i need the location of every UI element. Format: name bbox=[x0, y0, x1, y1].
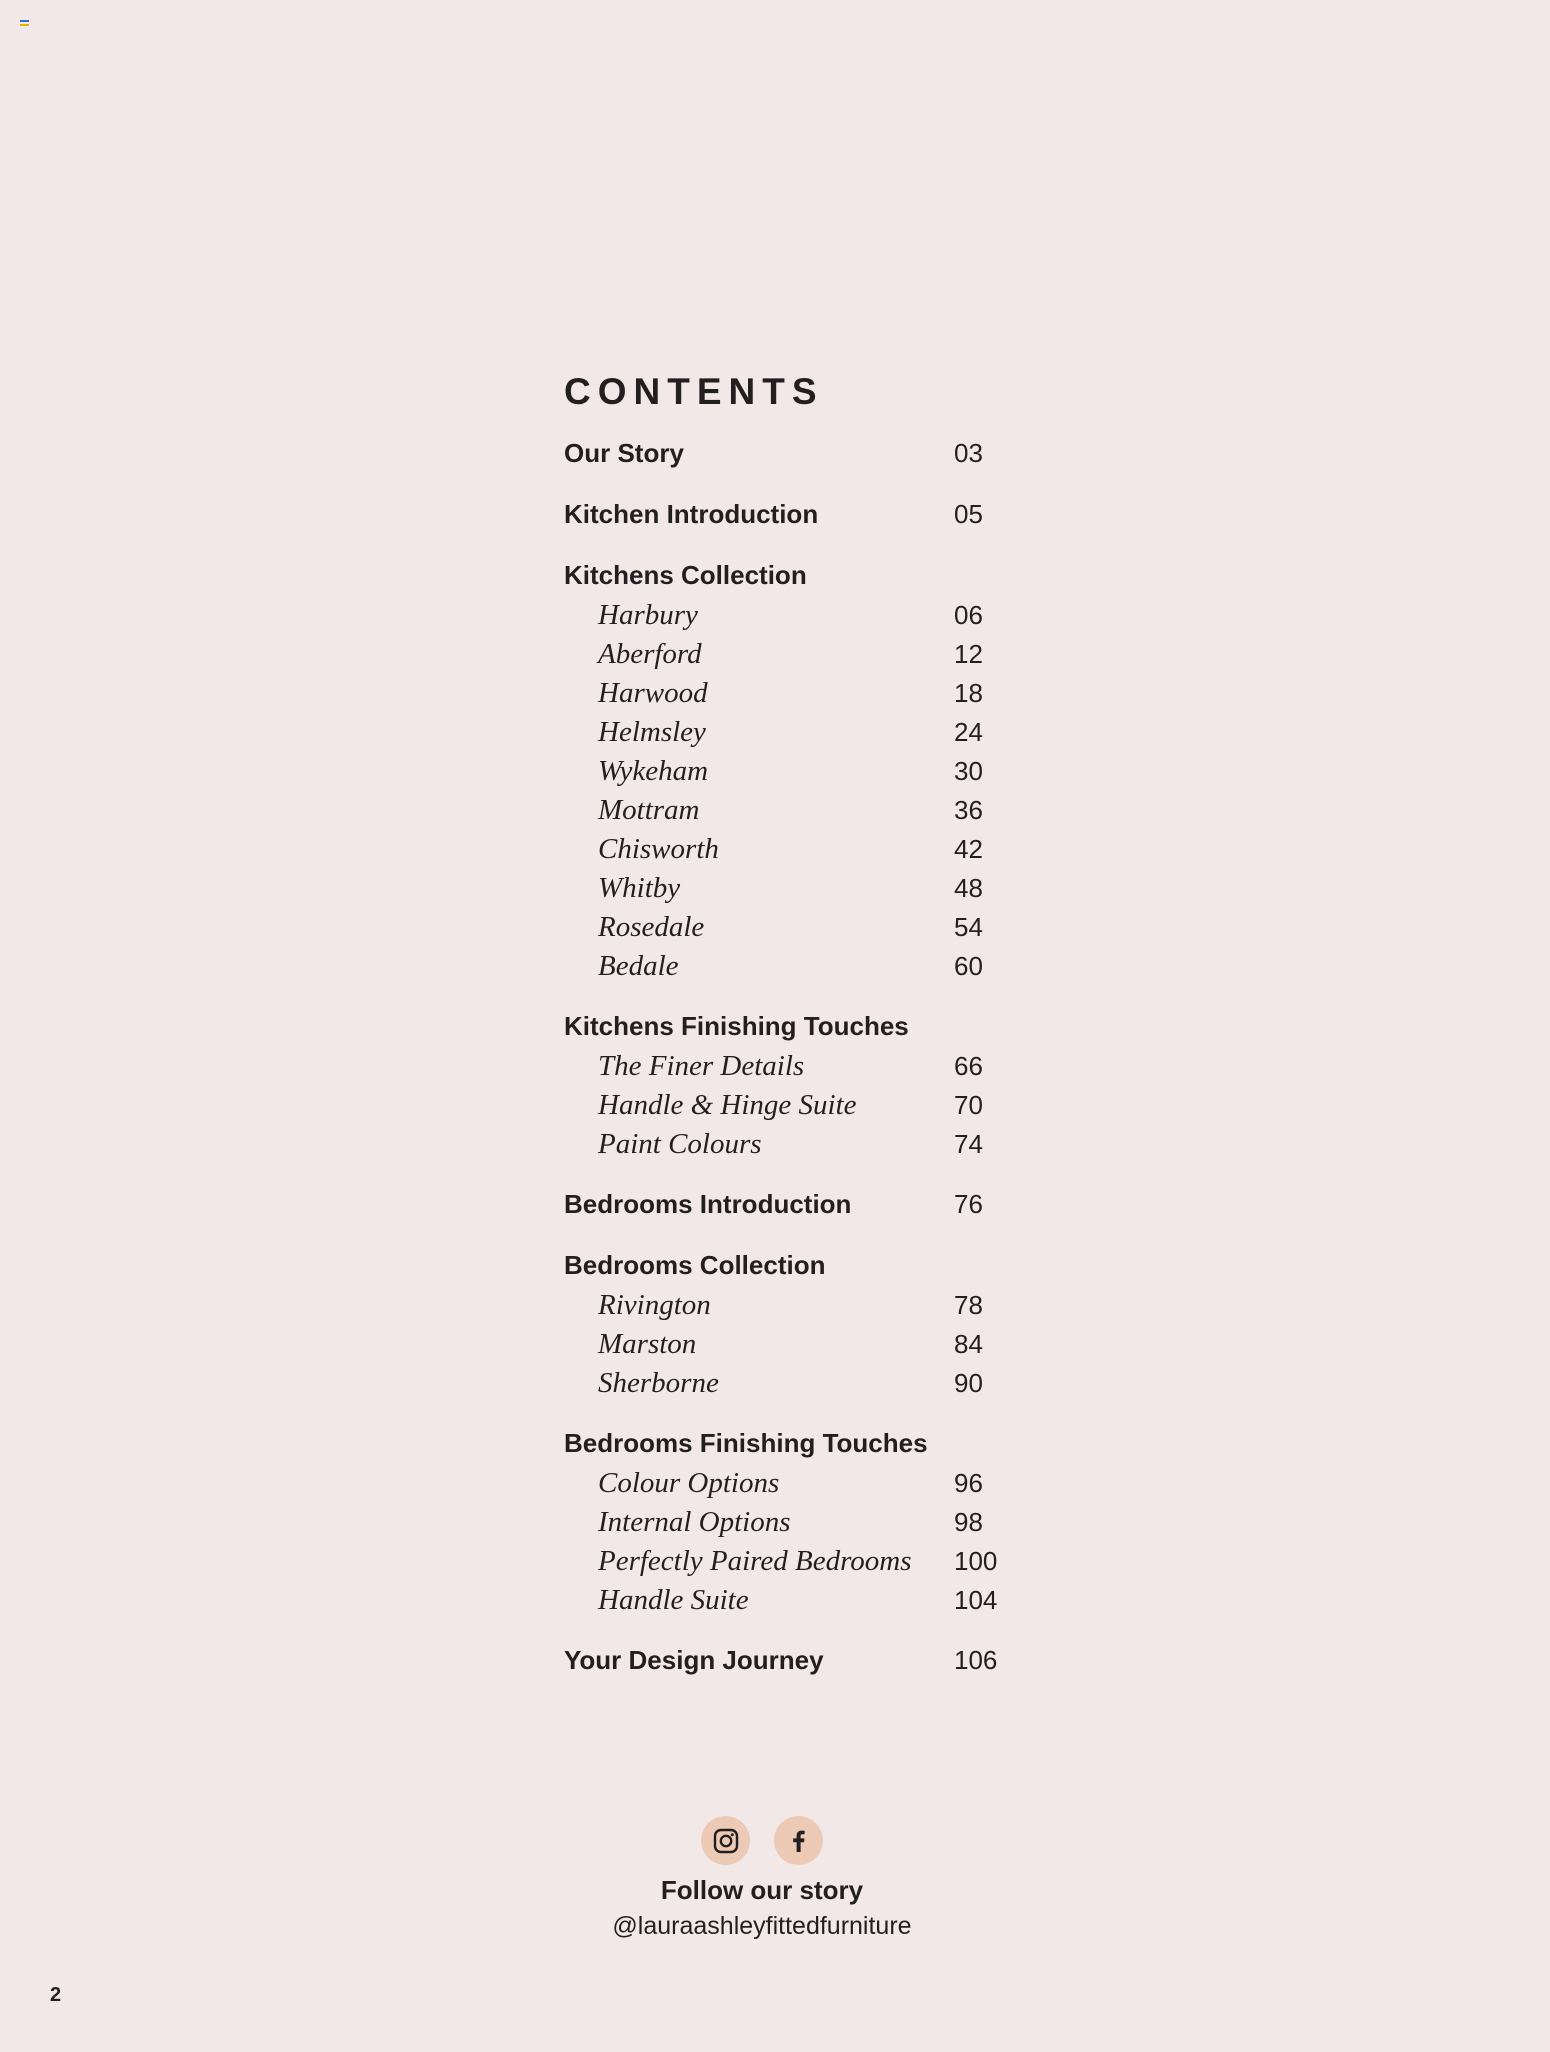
contents-item-page-number: 74 bbox=[954, 1129, 983, 1159]
contents-item-label: Handle Suite bbox=[598, 1584, 749, 1616]
contents-item-page-number: 30 bbox=[954, 756, 983, 786]
contents-item-row[interactable] bbox=[564, 911, 1024, 950]
contents-sections bbox=[564, 438, 1024, 1684]
contents-item-row[interactable] bbox=[564, 1584, 1024, 1623]
contents-item-page-number: 84 bbox=[954, 1329, 983, 1359]
contents-item-row[interactable] bbox=[564, 950, 1024, 989]
contents-item-row[interactable] bbox=[564, 1089, 1024, 1128]
contents-item-row[interactable] bbox=[564, 833, 1024, 872]
contents-item-row[interactable] bbox=[564, 1367, 1024, 1406]
contents-item-page-number: 54 bbox=[954, 912, 983, 942]
contents-item-row[interactable] bbox=[564, 1506, 1024, 1545]
contents-item-page-number: 70 bbox=[954, 1090, 983, 1120]
section-heading: Your Design Journey bbox=[564, 1645, 824, 1675]
contents-section bbox=[564, 1011, 1024, 1167]
section-heading: Kitchens Finishing Touches bbox=[564, 1011, 909, 1041]
contents-title: CONTENTS bbox=[564, 371, 824, 412]
contents-item-row[interactable] bbox=[564, 1328, 1024, 1367]
contents-item-label: Marston bbox=[598, 1328, 697, 1360]
section-heading: Kitchen Introduction bbox=[564, 499, 819, 529]
contents-list bbox=[564, 368, 1024, 1706]
section-heading: Bedrooms Collection bbox=[564, 1250, 826, 1280]
social-handle[interactable]: @lauraashleyfittedfurniture bbox=[612, 1912, 912, 1940]
contents-section bbox=[564, 1428, 1024, 1623]
contents-item-page-number: 66 bbox=[954, 1051, 983, 1081]
contents-item-page-number: 36 bbox=[954, 795, 983, 825]
contents-item-label: Rivington bbox=[598, 1289, 711, 1321]
corner-mark-top bbox=[20, 20, 29, 22]
contents-item-row[interactable] bbox=[564, 599, 1024, 638]
contents-item-page-number: 90 bbox=[954, 1368, 983, 1398]
contents-item-row[interactable] bbox=[564, 1467, 1024, 1506]
contents-item-page-number: 12 bbox=[954, 639, 983, 669]
contents-item-label: Harbury bbox=[598, 599, 698, 631]
contents-item-page-number: 78 bbox=[954, 1290, 983, 1320]
follow-title: Follow our story bbox=[660, 1875, 864, 1905]
contents-item-label: Harwood bbox=[598, 677, 708, 709]
contents-item-label: Colour Options bbox=[598, 1467, 780, 1499]
contents-item-row[interactable] bbox=[564, 638, 1024, 677]
contents-item-page-number: 100 bbox=[954, 1546, 998, 1576]
contents-item-label: Paint Colours bbox=[598, 1128, 762, 1160]
contents-item-row[interactable] bbox=[564, 716, 1024, 755]
section-heading: Bedrooms Introduction bbox=[564, 1189, 852, 1219]
corner-mark bbox=[20, 20, 29, 26]
contents-item-row[interactable] bbox=[564, 872, 1024, 911]
contents-item-page-number: 48 bbox=[954, 873, 983, 903]
section-page-number: 03 bbox=[954, 438, 983, 468]
section-page-number: 76 bbox=[954, 1189, 983, 1219]
instagram-icon[interactable] bbox=[701, 1816, 750, 1865]
section-heading-row[interactable] bbox=[564, 1250, 1024, 1289]
contents-item-label: Whitby bbox=[598, 872, 681, 904]
contents-item-page-number: 104 bbox=[954, 1585, 998, 1615]
contents-item-page-number: 96 bbox=[954, 1468, 983, 1498]
section-heading: Bedrooms Finishing Touches bbox=[564, 1428, 928, 1458]
section-heading-row[interactable] bbox=[564, 1428, 1024, 1467]
section-heading-row[interactable] bbox=[564, 1645, 1024, 1684]
page-number: 2 bbox=[50, 1984, 62, 2006]
section-heading-row[interactable] bbox=[564, 1189, 1024, 1228]
contents-item-label: Handle & Hinge Suite bbox=[598, 1089, 857, 1121]
contents-item-row[interactable] bbox=[564, 1050, 1024, 1089]
contents-item-label: Sherborne bbox=[598, 1367, 719, 1399]
contents-item-label: Bedale bbox=[598, 950, 679, 982]
section-heading-row[interactable] bbox=[564, 560, 1024, 599]
section-heading-row[interactable] bbox=[564, 1011, 1024, 1050]
contents-item-page-number: 60 bbox=[954, 951, 983, 981]
contents-item-label: Chisworth bbox=[598, 833, 719, 865]
contents-item-label: Aberford bbox=[598, 638, 702, 670]
section-heading: Kitchens Collection bbox=[564, 560, 807, 590]
contents-item-page-number: 24 bbox=[954, 717, 983, 747]
social-icons bbox=[0, 1816, 1524, 1865]
social-follow bbox=[0, 1816, 1524, 1943]
contents-item-page-number: 18 bbox=[954, 678, 983, 708]
section-page-number: 05 bbox=[954, 499, 983, 529]
contents-item-label: The Finer Details bbox=[598, 1050, 805, 1082]
contents-item-row[interactable] bbox=[564, 1545, 1024, 1584]
contents-item-label: Internal Options bbox=[598, 1506, 791, 1538]
contents-item-row[interactable] bbox=[564, 755, 1024, 794]
contents-item-row[interactable] bbox=[564, 1289, 1024, 1328]
contents-item-row[interactable] bbox=[564, 1128, 1024, 1167]
contents-item-page-number: 06 bbox=[954, 600, 983, 630]
contents-item-label: Perfectly Paired Bedrooms bbox=[598, 1545, 912, 1577]
contents-section bbox=[564, 560, 1024, 989]
corner-mark-bottom bbox=[20, 24, 29, 26]
contents-section bbox=[564, 1645, 1024, 1684]
contents-item-label: Helmsley bbox=[598, 716, 706, 748]
facebook-icon[interactable] bbox=[774, 1816, 823, 1865]
contents-item-page-number: 98 bbox=[954, 1507, 983, 1537]
contents-item-label: Wykeham bbox=[598, 755, 709, 787]
contents-section bbox=[564, 1250, 1024, 1406]
section-heading: Our Story bbox=[564, 438, 684, 468]
section-heading-row[interactable] bbox=[564, 438, 1024, 477]
contents-section bbox=[564, 1189, 1024, 1228]
section-heading-row[interactable] bbox=[564, 499, 1024, 538]
contents-item-row[interactable] bbox=[564, 677, 1024, 716]
contents-item-page-number: 42 bbox=[954, 834, 983, 864]
contents-item-label: Mottram bbox=[598, 794, 700, 826]
contents-item-label: Rosedale bbox=[598, 911, 705, 943]
contents-section bbox=[564, 438, 1024, 477]
contents-section bbox=[564, 499, 1024, 538]
section-page-number: 106 bbox=[954, 1645, 998, 1675]
contents-item-row[interactable] bbox=[564, 794, 1024, 833]
